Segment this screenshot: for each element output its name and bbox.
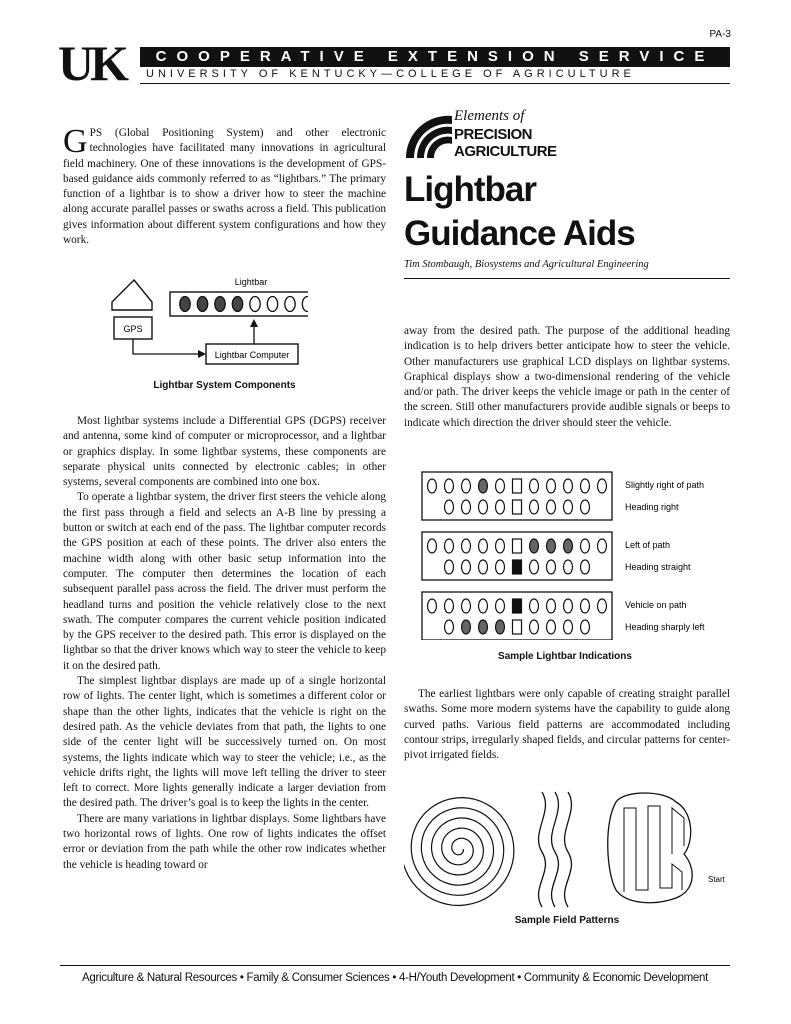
indicator-light — [445, 620, 454, 634]
page-title-line2: Guidance Aids — [404, 214, 635, 253]
indication-label-bottom: Heading straight — [625, 562, 691, 572]
indicator-light — [479, 560, 488, 574]
lightbar-light — [285, 297, 295, 312]
indicator-light — [496, 560, 505, 574]
indicator-light — [564, 560, 573, 574]
spiral-pattern — [404, 798, 514, 906]
indicator-light — [496, 500, 505, 514]
start-label: Start — [708, 875, 725, 884]
page-title-line1: Lightbar — [404, 170, 536, 209]
indicator-light — [479, 599, 488, 613]
arrowhead-up — [250, 319, 258, 327]
lightbar-components-figure — [108, 272, 308, 372]
indication-label-bottom: Heading right — [625, 502, 679, 512]
org-name: COOPERATIVE EXTENSION SERVICE — [155, 48, 715, 65]
indication-label-top: Vehicle on path — [625, 600, 687, 610]
title-rule — [404, 278, 730, 279]
indicator-light — [530, 500, 539, 514]
indicator-light — [496, 599, 505, 613]
indicator-light — [564, 620, 573, 634]
lightbar-light — [250, 297, 260, 312]
center-light — [513, 539, 522, 553]
page-code: PA-3 — [709, 29, 731, 40]
right-paragraph-2: The earliest lightbars were only capable of creating straight parallel swaths. Some more modern systems have the capability to guide along curved paths. Various field patterns are accommodated including contour strips, irregularly shaped fields, and circular patterns for center-pivot irrigated fields. — [404, 688, 730, 762]
indication-label-bottom: Heading sharply left — [625, 622, 705, 632]
arrowhead-right — [198, 350, 206, 358]
indication-label-top: Slightly right of path — [625, 480, 705, 490]
indicator-light — [479, 500, 488, 514]
indicator-light — [428, 539, 437, 553]
series-elements-of: Elements of — [454, 108, 525, 124]
right-column-bottom — [404, 687, 730, 763]
uk-logo-text: UK — [58, 35, 125, 91]
fig1-caption: Lightbar System Components — [153, 380, 296, 391]
indicator-light — [496, 479, 505, 493]
gps-antenna — [112, 280, 152, 310]
indicator-light — [462, 620, 471, 634]
left-paragraph-1: Most lightbar systems include a Differential GPS (DGPS) receiver and antenna, some kind of computer or microprocessor, and a lightbar or graphics display. In some lightbar systems, these components are separate physical units connected by electronic cables; in other systems, several components are combined into one box. — [63, 415, 386, 489]
intro-text: PS (Global Positioning System) and other electronic technologies have facilitated many innovations in agricultural field machinery. One of these innovations is the development of GPS-based guidance aids commonly referred to as “lightbars.” The primary function of a lightbar is to show a driver how to steer the machine along accurate parallel passes or swaths across a field. This publication gives information about different system configurations and how they work. — [63, 127, 386, 247]
indicator-light — [581, 599, 590, 613]
footer-rule — [60, 965, 730, 966]
org-sub: UNIVERSITY OF KENTUCKY—COLLEGE OF AGRICULTURE — [146, 68, 635, 80]
left-paragraph-4: There are many variations in lightbar displays. Some lightbars have two horizontal rows of lights. One row of lights indicates the offset error or deviation from the path while the other row indicates whether the vehicle is heading toward or — [63, 812, 386, 871]
lightbar-indications-figure — [420, 470, 730, 640]
lightbar-light — [180, 297, 190, 312]
indicator-light — [462, 599, 471, 613]
indicator-light — [445, 599, 454, 613]
indicator-light — [547, 620, 556, 634]
indicator-light — [547, 539, 556, 553]
indicator-light — [564, 500, 573, 514]
fig2-caption: Sample Lightbar Indications — [498, 651, 632, 662]
indicator-light — [530, 560, 539, 574]
indicator-light — [581, 500, 590, 514]
contour-pattern — [539, 792, 572, 907]
indicator-light — [581, 539, 590, 553]
indicator-light — [445, 560, 454, 574]
indicator-light — [462, 500, 471, 514]
indicator-light — [598, 539, 607, 553]
indicator-light — [530, 479, 539, 493]
gps-to-computer-arrow — [133, 339, 200, 354]
gps-label: GPS — [123, 324, 143, 334]
indicator-light — [581, 620, 590, 634]
intro-paragraph — [63, 123, 386, 248]
series-agriculture: AGRICULTURE — [454, 143, 557, 160]
series-precision: PRECISION — [454, 126, 533, 143]
right-column-top — [404, 324, 730, 431]
lightbar-label: Lightbar — [234, 277, 268, 287]
indicator-light — [445, 479, 454, 493]
left-paragraph-3: The simplest lightbar displays are made up of a single horizontal row of lights. The center light, which is sometimes a different color or shape than the other lights, indicates that the vehicle is right on the desired path. As the vehicle deviates from that path, the lights to one side of the center light will be successively turned on. On most systems, the lights indicate which way to steer the vehicle; i.e., as the vehicle drifts right, the lights will move left telling the driver to steer left to correct. More lights generally indicate a larger deviation from the desired path. The driver’s goal is to keep the lights in the center. — [63, 675, 386, 810]
center-light — [513, 620, 522, 634]
computer-label: Lightbar Computer — [214, 350, 290, 360]
field-patterns-figure — [404, 782, 730, 912]
center-light — [513, 479, 522, 493]
drop-cap: G — [63, 123, 88, 160]
indicator-light — [547, 599, 556, 613]
header-rule — [140, 83, 730, 84]
indicator-light — [547, 560, 556, 574]
indicator-light — [547, 500, 556, 514]
lightbar-light — [215, 297, 225, 312]
indicator-light — [462, 479, 471, 493]
footer-text: Agriculture & Natural Resources • Family & Consumer Sciences • 4-H/Youth Development • Community & Economic Development — [82, 972, 708, 984]
indicator-light — [496, 620, 505, 634]
indicator-light — [598, 479, 607, 493]
uk-logo — [58, 35, 134, 91]
irregular-field-pattern — [608, 793, 692, 903]
lightbar-light — [232, 297, 242, 312]
indicator-light — [581, 560, 590, 574]
fig3-caption: Sample Field Patterns — [514, 915, 620, 926]
indicator-light — [547, 479, 556, 493]
author-line: Tim Stombaugh, Biosystems and Agricultural Engineering — [404, 259, 649, 270]
indication-label-top: Left of path — [625, 540, 671, 550]
lightbar-lights — [180, 297, 308, 312]
center-light — [513, 500, 522, 514]
indicator-light — [564, 479, 573, 493]
series-logo-icon — [404, 114, 454, 160]
indicator-light — [479, 620, 488, 634]
indicator-light — [445, 539, 454, 553]
indicator-light — [530, 620, 539, 634]
indicator-light — [445, 500, 454, 514]
indicator-light — [479, 479, 488, 493]
indicator-light — [598, 599, 607, 613]
left-column — [63, 414, 386, 873]
lightbar-light — [267, 297, 277, 312]
center-light — [513, 560, 522, 574]
indicator-light — [428, 599, 437, 613]
indicator-light — [530, 599, 539, 613]
indicator-light — [581, 479, 590, 493]
center-light — [513, 599, 522, 613]
indicator-light — [564, 539, 573, 553]
indicator-light — [496, 539, 505, 553]
lightbar-light — [197, 297, 207, 312]
indicator-light — [530, 539, 539, 553]
indicator-light — [479, 539, 488, 553]
left-paragraph-2: To operate a lightbar system, the driver first steers the vehicle along the first pass through a field and selects an A-B line by pressing a button or switch at each end of the pass. The lightbar computer records the GPS position at each of these points. The driver also enters the machine width along with other basic setup information into the computer. The computer then determines the location of each subsequent parallel pass across the field. The driver must perform the headland turns and position the vehicle relatively close to the next swath. The computer compares the current vehicle position indicated by the GPS receiver to the desired path. This error is displayed on the lightbar so that the driver knows which way to steer the vehicle to keep it on the desired path. — [63, 491, 386, 672]
right-paragraph-1: away from the desired path. The purpose of the additional heading indication is to help drivers better anticipate how to steer the vehicle. Other manufacturers use graphical LCD displays on lightbar systems. Graphical displays show a two-dimensional rendering of the vehicle and/or path. The driver keeps the vehicle image or path in the center of the screen. Still other manufacturers provide audible signals or beeps to indicate which direction the driver should steer the vehicle. — [404, 325, 730, 429]
indicator-light — [564, 599, 573, 613]
indicator-light — [462, 560, 471, 574]
lightbar-light — [302, 297, 308, 312]
indicator-light — [428, 479, 437, 493]
indicator-light — [462, 539, 471, 553]
org-banner — [140, 47, 730, 67]
